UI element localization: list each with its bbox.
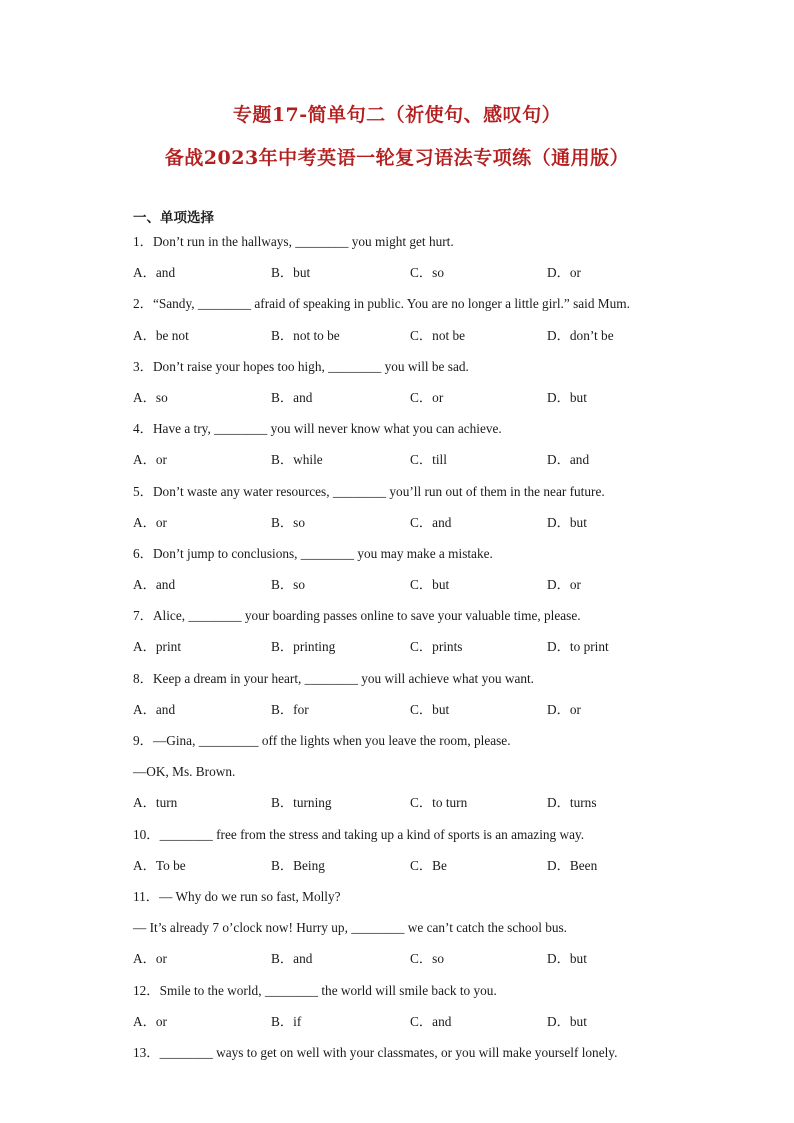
answer-option: A．or — [133, 514, 167, 530]
answer-option: C．prints — [410, 639, 463, 655]
answer-option: B．for — [271, 701, 309, 717]
answer-option: C．and — [410, 514, 452, 530]
answer-option: C．so — [410, 951, 444, 967]
answer-option: C．and — [410, 1013, 452, 1029]
options-row — [133, 514, 693, 545]
answer-option: B．not to be — [271, 327, 340, 343]
options-row — [133, 576, 693, 607]
options-row — [133, 950, 693, 981]
answer-option: A．print — [133, 639, 182, 655]
answer-option: D．but — [547, 951, 587, 967]
question-stem: 7．Alice, ________ your boarding passes online to save your valuable time, please. — [133, 608, 581, 624]
answer-option: B．and — [271, 389, 313, 405]
question-stem: 9．—Gina, _________ off the lights when you leave the room, please. — [133, 733, 511, 748]
options-row — [133, 701, 693, 732]
question-stem: 13．________ ways to get on well with your classmates, or you will make yourself lonely. — [133, 1044, 618, 1060]
answer-option: D．don’t be — [547, 327, 614, 343]
answer-option: C．not be — [410, 327, 466, 343]
answer-option: D．but — [547, 514, 587, 530]
question-stem: 1．Don’t run in the hallways, ________ you might get hurt. — [133, 234, 454, 249]
answer-option: D．and — [547, 452, 590, 468]
question-stem: 11．— Why do we run so fast, Molly? — [133, 888, 341, 904]
answer-option: D．or — [547, 701, 581, 717]
options-row — [133, 264, 693, 295]
answer-option: B．turning — [271, 795, 332, 811]
answer-option: C．Be — [410, 857, 447, 873]
answer-option: A．and — [133, 265, 176, 281]
options-row — [133, 638, 693, 669]
options-row — [133, 327, 693, 358]
question-stem: 4．Have a try, ________ you will never know what you can achieve. — [133, 421, 502, 437]
question-stem: 10．________ free from the stress and taking up a kind of sports is an amazing way. — [133, 826, 585, 842]
answer-option: B．Being — [271, 857, 325, 873]
section-heading: 一、单项选择 — [133, 210, 214, 226]
question-dialogue-line: — It’s already 7 o’clock now! Hurry up, ________ we can’t catch the school bus. — [133, 920, 568, 936]
answer-option: A．and — [133, 577, 176, 593]
answer-option: C．but — [410, 701, 450, 717]
answer-option: C．so — [410, 265, 444, 281]
answer-option: C．to turn — [410, 795, 468, 811]
document-subtitle: 备战2023年中考英语一轮复习语法专项练（通用版） — [164, 147, 630, 169]
answer-option: A．or — [133, 452, 167, 468]
question-stem: 3．Don’t raise your hopes too high, ________ you will be sad. — [133, 358, 469, 374]
question-stem: 5．Don’t waste any water resources, ________ you’ll run out of them in the near future. — [133, 483, 605, 499]
answer-option: B．so — [271, 577, 305, 593]
answer-option: D．to print — [547, 639, 609, 655]
options-row — [133, 1013, 693, 1044]
options-row — [133, 451, 693, 482]
answer-option: D．but — [547, 1013, 587, 1029]
answer-option: B．and — [271, 951, 313, 967]
answer-option: B．printing — [271, 639, 336, 655]
answer-option: C．till — [410, 452, 447, 468]
options-row — [133, 857, 693, 888]
answer-option: B．if — [271, 1013, 302, 1029]
answer-option: C．but — [410, 577, 450, 593]
question-stem: 12．Smile to the world, ________ the world will smile back to you. — [133, 982, 497, 998]
answer-option: A．turn — [133, 795, 178, 811]
answer-option: A．be not — [133, 327, 189, 343]
answer-option: B．while — [271, 452, 323, 468]
answer-option: D．or — [547, 577, 581, 593]
answer-option: D．or — [547, 265, 581, 281]
question-stem: 6．Don’t jump to conclusions, ________ you may make a mistake. — [133, 545, 493, 561]
question-list — [133, 233, 693, 1075]
answer-option: B．but — [271, 265, 311, 281]
answer-option: A．or — [133, 951, 167, 967]
options-row — [133, 389, 693, 420]
question-dialogue-line: —OK, Ms. Brown. — [133, 764, 236, 780]
answer-option: D．but — [547, 389, 587, 405]
document-title: 专题17-简单句二（祈使句、感叹句） — [232, 104, 562, 126]
question-stem: 2．“Sandy, ________ afraid of speaking in public. You are no longer a little girl.” said Mum. — [133, 296, 630, 312]
answer-option: A．To be — [133, 857, 186, 873]
answer-option: D．turns — [547, 795, 597, 811]
answer-option: C．or — [410, 389, 444, 405]
options-row — [133, 794, 693, 825]
answer-option: D．Been — [547, 857, 598, 873]
question-stem: 8．Keep a dream in your heart, ________ you will achieve what you want. — [133, 670, 535, 686]
answer-option: A．and — [133, 701, 176, 717]
answer-option: A．or — [133, 1013, 167, 1029]
answer-option: B．so — [271, 514, 305, 530]
answer-option: A．so — [133, 389, 168, 405]
